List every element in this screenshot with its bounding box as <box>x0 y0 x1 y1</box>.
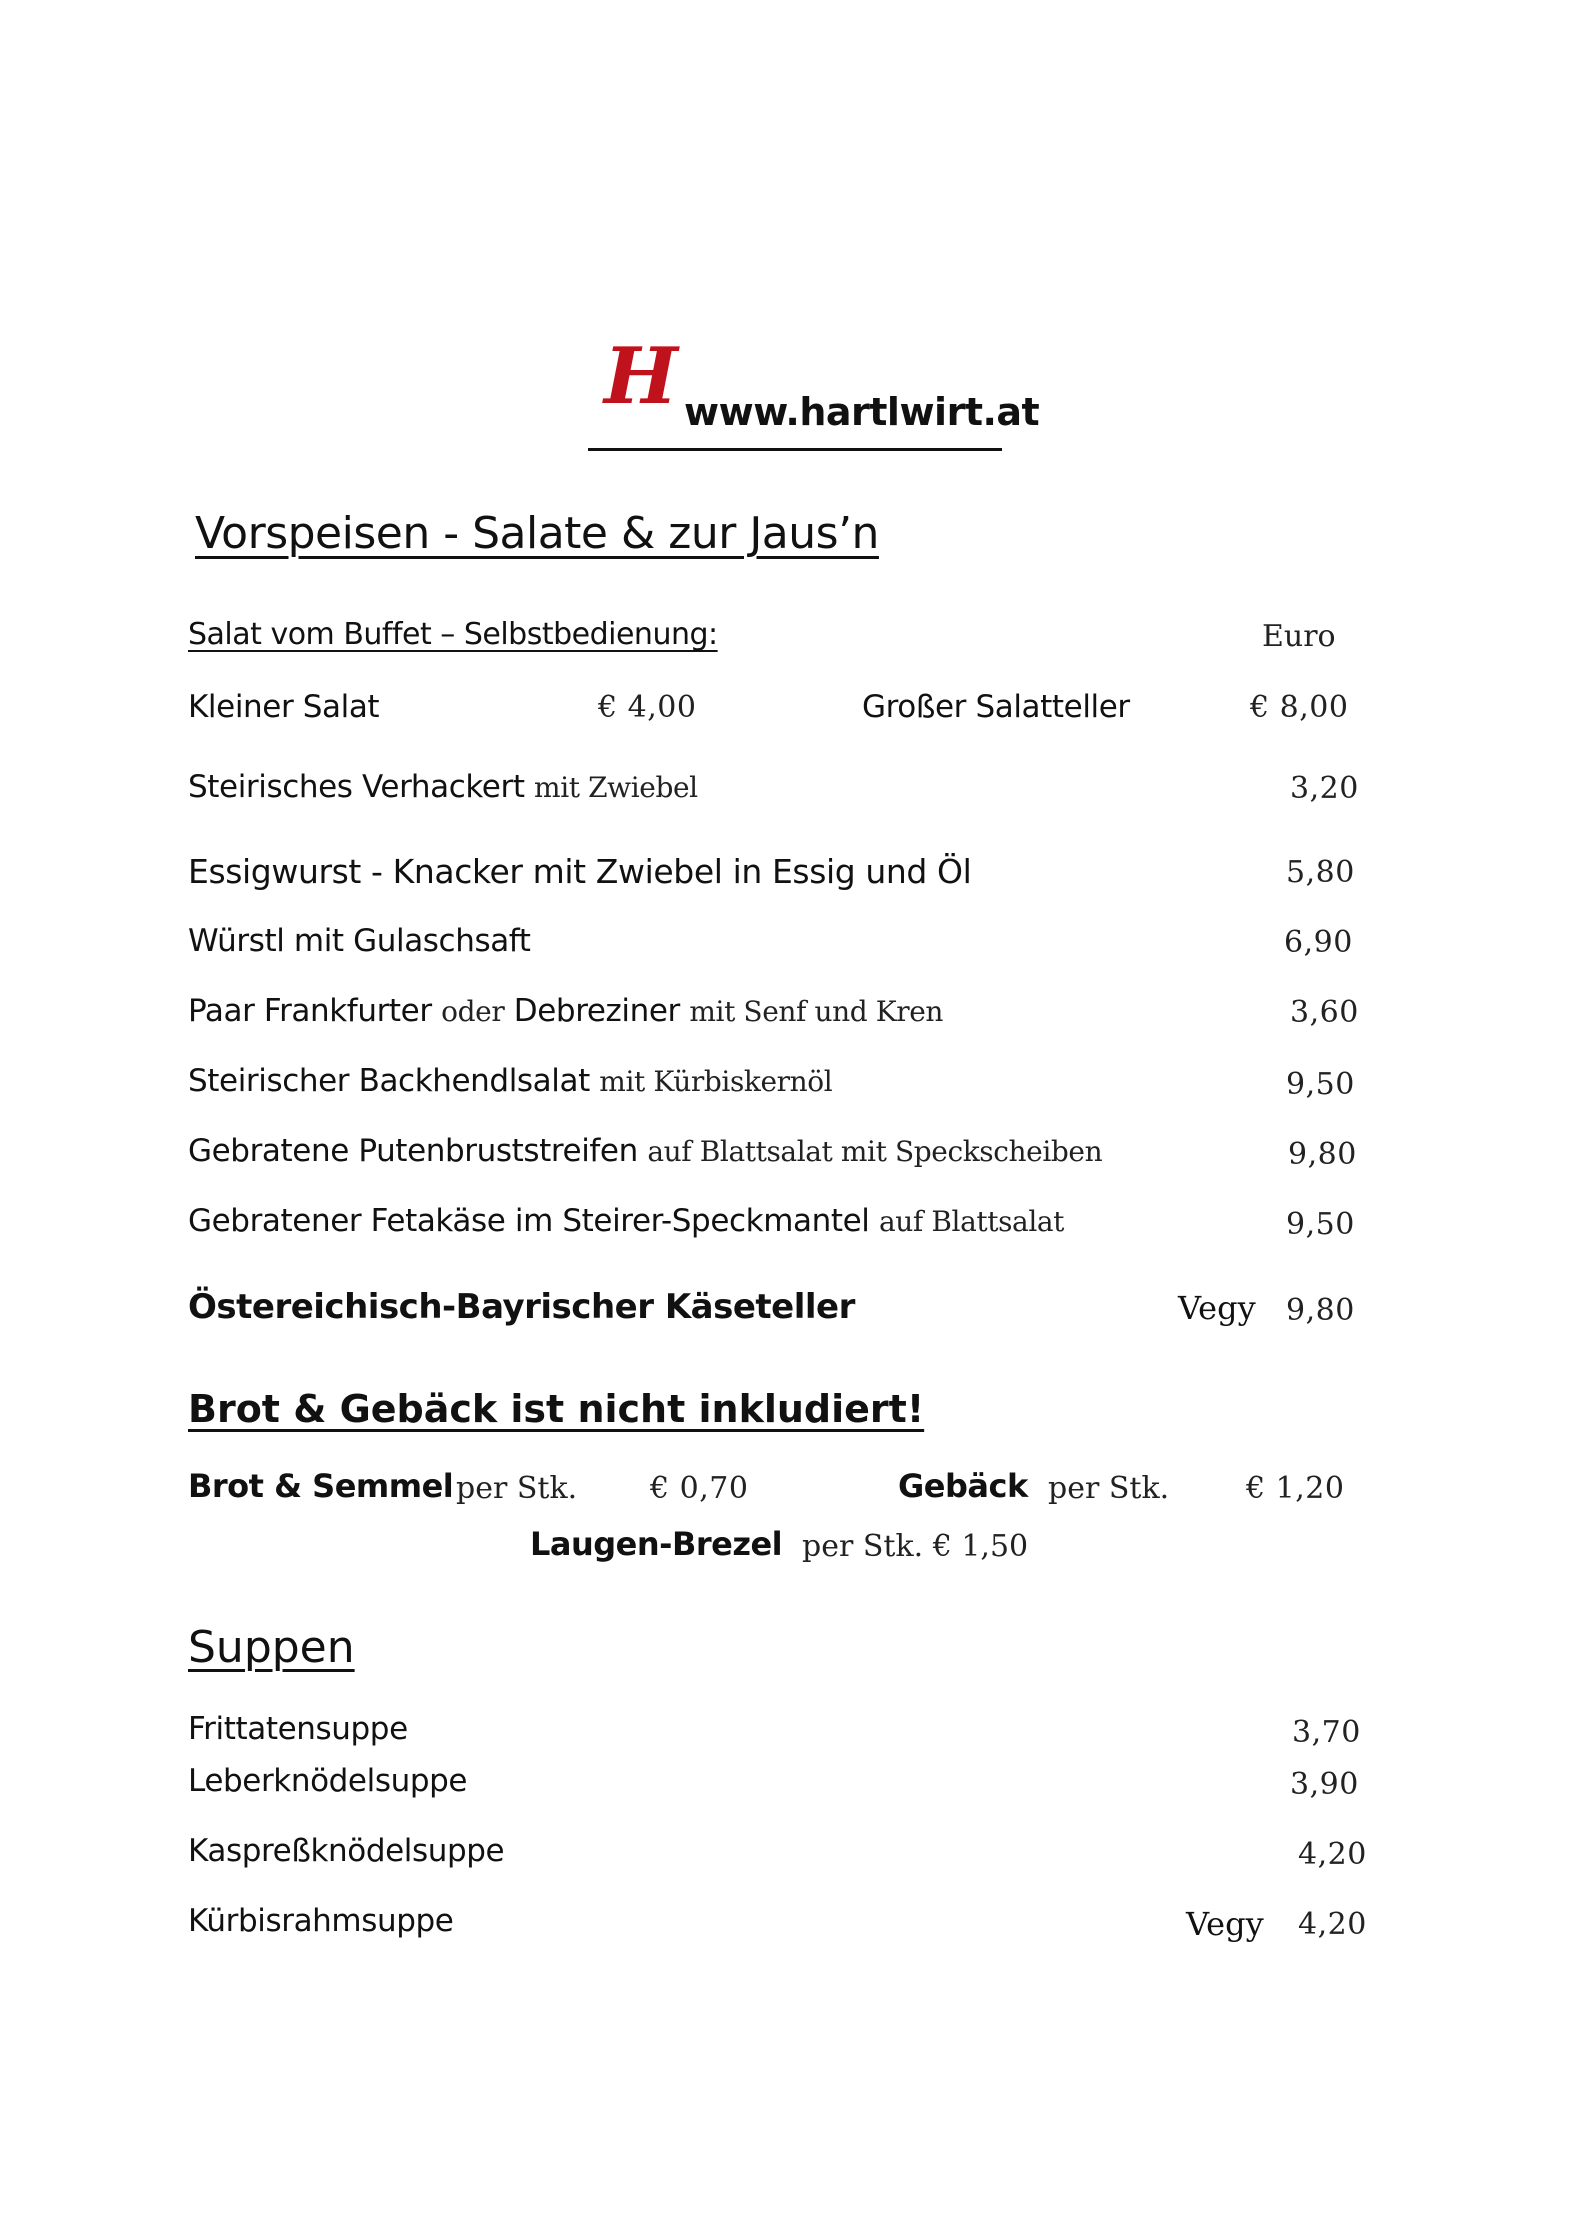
item-mid: oder <box>441 995 505 1028</box>
buffet-heading: Salat vom Buffet – Selbstbedienung: <box>188 617 718 652</box>
logo-header <box>588 331 1040 451</box>
kleiner-salat-price: € 4,00 <box>598 690 697 725</box>
menu-item <box>188 993 944 1029</box>
item-name: Steirisches Verhackert <box>188 769 525 805</box>
soups-title: Suppen <box>188 1622 355 1673</box>
vegy-label: Vegy <box>1186 1905 1264 1943</box>
item-name: Essigwurst - Knacker mit Zwiebel in Essig und Öl <box>188 852 972 891</box>
item-price: 9,50 <box>1286 1207 1355 1242</box>
soup-item: Frittatensuppe <box>188 1711 408 1747</box>
item-price: 6,90 <box>1284 925 1353 960</box>
item-name: Steirischer Backhendlsalat <box>188 1063 590 1099</box>
kleiner-salat-name: Kleiner Salat <box>188 689 380 725</box>
soup-item: Leberknödelsuppe <box>188 1763 468 1799</box>
soup-price: 3,90 <box>1290 1767 1359 1802</box>
vegy-label: Vegy <box>1178 1289 1256 1327</box>
grosser-salat-name: Großer Salatteller <box>862 689 1130 725</box>
kaeseteller-name: Östereichisch-Bayrischer Käseteller <box>188 1287 855 1327</box>
item-name: Paar Frankfurter <box>188 993 432 1029</box>
item-price: 3,60 <box>1290 995 1359 1030</box>
soup-price: 4,20 <box>1298 1907 1367 1942</box>
gebaeck-name: Gebäck <box>898 1467 1028 1505</box>
item-price: 9,80 <box>1288 1137 1357 1172</box>
menu-item <box>188 769 698 805</box>
menu-item <box>188 1063 833 1099</box>
item-name: Gebratener Fetakäse im Steirer-Speckmantel <box>188 1203 870 1239</box>
logo-icon: H <box>604 331 678 422</box>
item-note: auf Blattsalat mit Speckscheiben <box>647 1135 1103 1168</box>
brezel-name: Laugen-Brezel <box>530 1525 783 1563</box>
brot-price: € 0,70 <box>650 1471 749 1506</box>
item-price: 9,50 <box>1286 1067 1355 1102</box>
menu-item <box>188 1203 1065 1239</box>
item-note: mit Senf und Kren <box>689 995 944 1028</box>
menu-item <box>188 923 531 959</box>
brot-name: Brot & Semmel <box>188 1467 454 1505</box>
section-title-vorspeisen: Vorspeisen - Salate & zur Jaus’n <box>195 508 879 559</box>
item-note: mit Kürbiskernöl <box>599 1065 833 1098</box>
brezel-unit: per Stk. € 1,50 <box>802 1529 1029 1564</box>
currency-label: Euro <box>1262 619 1336 654</box>
soup-item: Kürbisrahmsuppe <box>188 1903 454 1939</box>
soup-price: 4,20 <box>1298 1837 1367 1872</box>
item-name: Würstl mit Gulaschsaft <box>188 923 531 959</box>
menu-item <box>188 852 972 891</box>
bread-heading: Brot & Gebäck ist nicht inkludiert! <box>188 1387 925 1431</box>
item-price: 5,80 <box>1286 855 1355 890</box>
brot-unit: per Stk. <box>456 1471 578 1506</box>
kaeseteller-price: 9,80 <box>1286 1293 1355 1328</box>
soup-item: Kaspreßknödelsuppe <box>188 1833 505 1869</box>
gebaeck-unit: per Stk. <box>1048 1471 1170 1506</box>
soup-price: 3,70 <box>1292 1715 1361 1750</box>
website-url[interactable]: www.hartlwirt.at <box>684 390 1040 434</box>
gebaeck-price: € 1,20 <box>1246 1471 1345 1506</box>
item-note: auf Blattsalat <box>878 1205 1065 1238</box>
item-note: mit Zwiebel <box>534 771 698 804</box>
item-name: Gebratene Putenbruststreifen <box>188 1133 638 1169</box>
grosser-salat-price: € 8,00 <box>1250 690 1349 725</box>
menu-item <box>188 1133 1103 1169</box>
item-price: 3,20 <box>1290 771 1359 806</box>
item-name2: Debreziner <box>513 993 680 1029</box>
